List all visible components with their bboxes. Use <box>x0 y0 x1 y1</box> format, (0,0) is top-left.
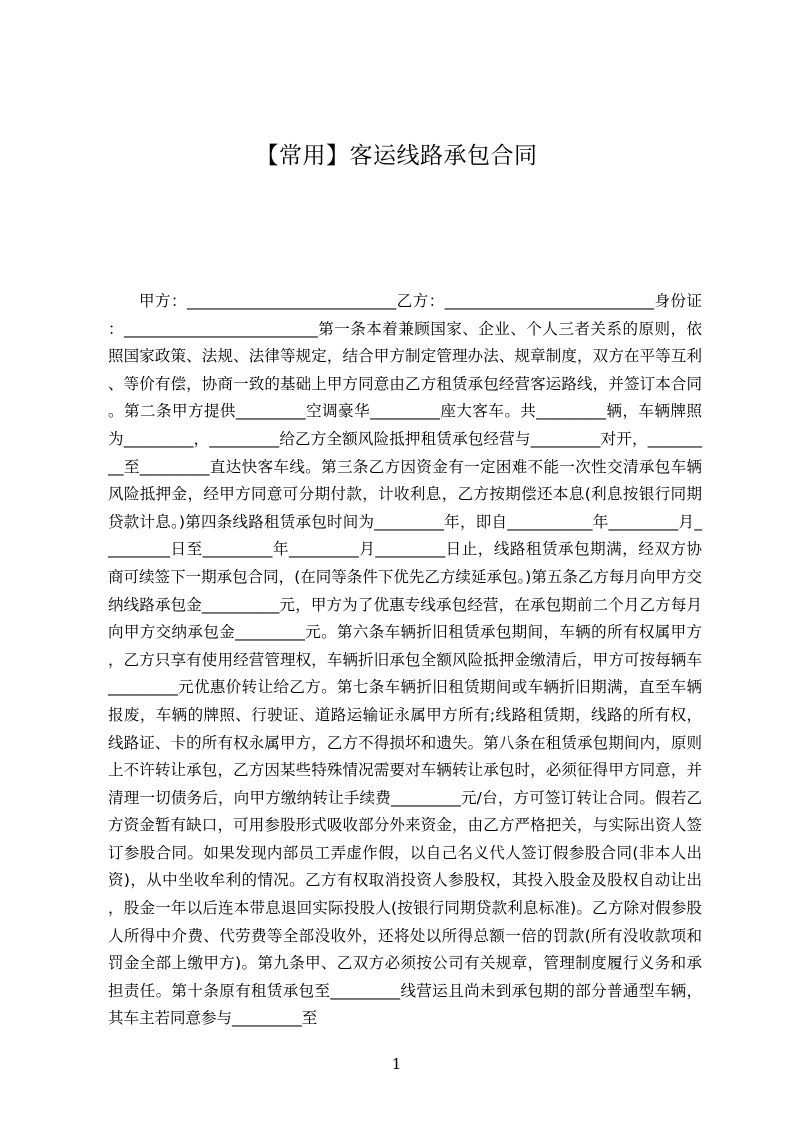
page-number: 1 <box>391 1055 402 1073</box>
contract-body: 甲方：___________________________乙方：___________________________身份证：_________________________第一条本着兼顾国家、企业、个人三者关系的原则，依照国家政策、法规、法律等规定，结合甲方制定管理办法、规章制度，双方在平等互利、等价有偿，协商一致的基础上甲方同意由乙方租赁承包经营客运路线，并签订本合同。第二条甲方提供_________空调豪华_________座大客车。共_________辆，车辆牌照为_________，_________给乙方全额风险抵押租赁承包经营与_________对开，_________至_________直达快客车线。第三条乙方因资金有一定困难不能一次性交清承包车辆风险抵押金，经甲方同意可分期付款，计收利息，乙方按期偿还本息(利息按银行同期贷款计息。)第四条线路租赁承包时间为_________年，即自___________年_________月_________日至_________年_________月_________日止，线路租赁承包期满，经双方协商可续签下一期承包合同，(在同等条件下优先乙方续延承包。)第五条乙方每月向甲方交纳线路承包金__________元，甲方为了优惠专线承包经营，在承包期前二个月乙方每月向甲方交纳承包金_________元。第六条车辆折旧租赁承包期间，车辆的所有权属甲方，乙方只享有使用经营管理权，车辆折旧承包全额风险抵押金缴清后，甲方可按每辆车_________元优惠价转让给乙方。第七条车辆折旧租赁期间或车辆折旧期满，直至车辆报废，车辆的牌照、行驶证、道路运输证永属甲方所有;线路租赁期，线路的所有权，线路证、卡的所有权永属甲方，乙方不得损坏和遗失。第八条在租赁承包期间内，原则上不许转让承包，乙方因某些特殊情况需要对车辆转让承包时，必须征得甲方同意，并清理一切债务后，向甲方缴纳转让手续费_________元/台，方可签订转让合同。假若乙方资金暂有缺口，可用参股形式吸收部分外来资金，由乙方严格把关，与实际出资人签订参股合同。如果发现内部员工弄虚作假，以自己名义代人签订假参股合同(非本人出资)，从中坐收牟利的情况。乙方有权取消投资人参股权，其投入股金及股权自动让出，股金一年以后连本带息退回实际投股人(按银行同期贷款利息标准)。乙方除对假参股人所得中介费、代劳费等全部没收外，还将处以所得总额一倍的罚款(所有没收款项和罚金全部上缴甲方)。第九条甲、乙双方必须按公司有关规章，管理制度履行义务和承担责任。第十条原有租赁承包至_________线营运且尚未到承包期的部分普通型车辆，其车主若同意参与_________至 <box>108 292 702 1028</box>
document-title: 【常用】客运线路承包合同 <box>255 143 538 169</box>
